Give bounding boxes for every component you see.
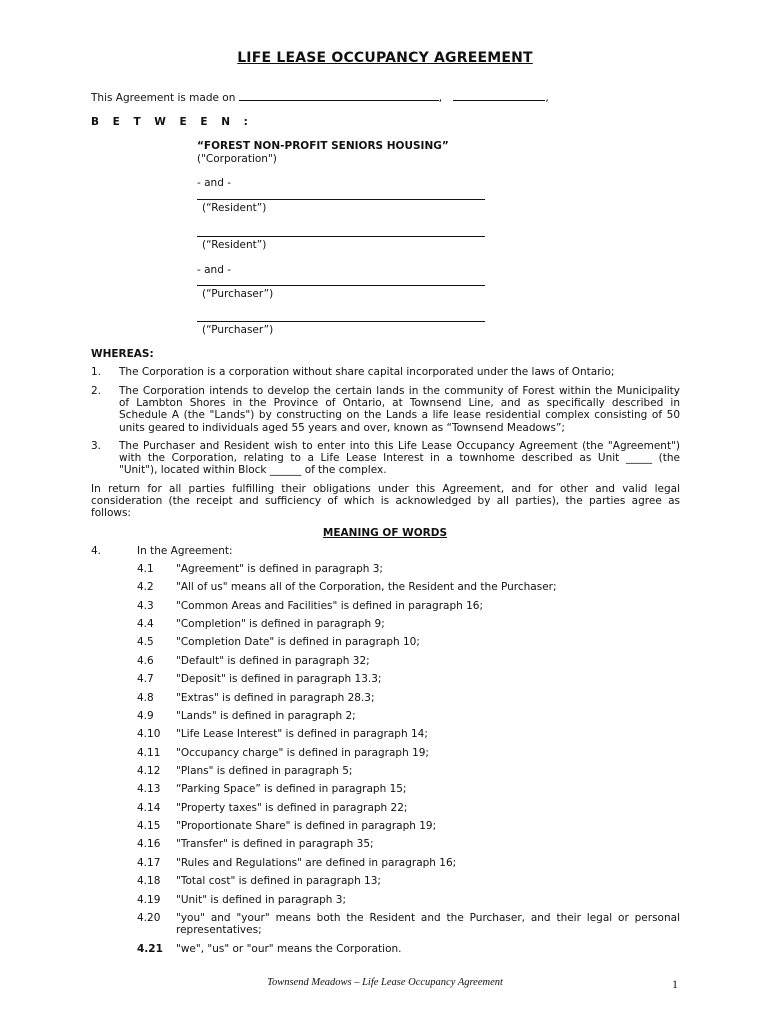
section-label: In the Agreement: [137, 545, 233, 557]
whereas-line: of Lambton Shores in the Province of Ontario, at Townsend Line, and as specifically described in [119, 397, 680, 410]
year-blank [453, 91, 545, 101]
resident-label-1: (“Resident”) [202, 202, 267, 214]
resident-signature-line-1 [197, 199, 485, 200]
definition-number: 4.14 [137, 802, 161, 814]
definition-text: "Common Areas and Facilities" is defined in paragraph 16; [176, 600, 484, 612]
meaning-of-words-heading: MEANING OF WORDS [322, 527, 448, 539]
definition-number: 4.3 [137, 600, 154, 612]
definition-text: "All of us" means all of the Corporation, the Resident and the Purchaser; [176, 581, 557, 593]
intro-text: This Agreement is made on [91, 92, 236, 104]
definition-number: 4.18 [137, 875, 161, 887]
definition-text: "we", "us" or "our" means the Corporation. [176, 943, 402, 955]
paragraph-line: follows: [91, 507, 131, 520]
paragraph-line: In return for all parties fulfilling their obligations under this Agreement, and for other and valid legal [91, 483, 680, 495]
definition-number: 4.16 [137, 838, 161, 850]
date-blank [239, 91, 439, 101]
paragraph-line: consideration (the receipt and sufficiency of which is acknowledged by all parties), the parties agree as [91, 495, 680, 508]
resident-signature-line-2 [197, 236, 485, 237]
intro-line: This Agreement is made on , , [91, 92, 549, 104]
between-label: B E T W E E N : [91, 116, 253, 128]
whereas-number: 2. [91, 385, 102, 397]
definition-text: "Agreement" is defined in paragraph 3; [176, 563, 383, 575]
purchaser-label-1: (“Purchaser”) [202, 288, 274, 300]
definition-text: "Occupancy charge" is defined in paragraph 19; [176, 747, 429, 759]
corporation-name: “FOREST NON-PROFIT SENIORS HOUSING” [197, 140, 449, 152]
definition-text: "Extras" is defined in paragraph 28.3; [176, 692, 375, 704]
purchaser-signature-line-2 [197, 321, 485, 322]
definition-text: "Total cost" is defined in paragraph 13; [176, 875, 381, 887]
definition-number: 4.6 [137, 655, 154, 667]
whereas-heading: WHEREAS: [91, 348, 154, 360]
page-footer: Townsend Meadows – Life Lease Occupancy Agreement [267, 977, 503, 988]
definition-number: 4.4 [137, 618, 154, 630]
and-separator-2: - and - [197, 264, 232, 276]
whereas-item-2 [119, 385, 680, 434]
definition-line: "you" and "your" means both the Resident and the Purchaser, and their legal or personal [176, 912, 680, 924]
purchaser-label-2: (“Purchaser”) [202, 324, 274, 336]
definition-text: “Parking Space” is defined in paragraph 15; [176, 783, 407, 795]
definition-line: representatives; [176, 924, 262, 937]
whereas-number: 3. [91, 440, 102, 452]
definition-text: "Unit" is defined in paragraph 3; [176, 894, 347, 906]
document-title: LIFE LEASE OCCUPANCY AGREEMENT [237, 50, 533, 66]
definition-text [176, 912, 680, 936]
definition-text: "Rules and Regulations" are defined in paragraph 16; [176, 857, 457, 869]
definition-number: 4.13 [137, 783, 161, 795]
section-number: 4. [91, 545, 102, 557]
intro-separator: , [438, 92, 443, 104]
definition-text: "Transfer" is defined in paragraph 35; [176, 838, 374, 850]
purchaser-signature-line-1 [197, 285, 485, 286]
definition-text: "Default" is defined in paragraph 32; [176, 655, 370, 667]
definition-text: "Completion" is defined in paragraph 9; [176, 618, 385, 630]
whereas-line: The Corporation intends to develop the certain lands in the community of Forest within the Municipality [119, 385, 680, 397]
definition-number: 4.11 [137, 747, 161, 759]
definition-number: 4.19 [137, 894, 161, 906]
definition-number: 4.1 [137, 563, 154, 575]
whereas-line: with the Corporation, relating to a Life Lease Interest in a townhome described as Unit _____ (the [119, 452, 680, 465]
definition-number: 4.8 [137, 692, 154, 704]
definition-number: 4.21 [137, 943, 163, 955]
definition-text: "Life Lease Interest" is defined in paragraph 14; [176, 728, 428, 740]
and-separator-1: - and - [197, 177, 232, 189]
whereas-line: units geared to individuals aged 55 years and over, known as “Townsend Meadows”; [119, 421, 565, 434]
definition-text: "Property taxes" is defined in paragraph 22; [176, 802, 408, 814]
whereas-line: Schedule A (the "Lands") by constructing on the Lands a life lease residential complex consisting of 50 [119, 409, 680, 422]
definition-number: 4.2 [137, 581, 154, 593]
whereas-line: The Corporation is a corporation without share capital incorporated under the laws of Ontario; [119, 366, 615, 378]
definition-text: "Completion Date" is defined in paragraph 10; [176, 636, 420, 648]
definition-text: "Lands" is defined in paragraph 2; [176, 710, 356, 722]
corporation-label: ("Corporation") [197, 153, 277, 165]
whereas-line: "Unit"), located within Block ______ of the complex. [119, 464, 387, 477]
definition-number: 4.17 [137, 857, 161, 869]
definition-text: "Deposit" is defined in paragraph 13.3; [176, 673, 382, 685]
whereas-item-3 [119, 440, 680, 477]
definition-text: "Plans" is defined in paragraph 5; [176, 765, 353, 777]
definition-number: 4.12 [137, 765, 161, 777]
definition-number: 4.15 [137, 820, 161, 832]
resident-label-2: (“Resident”) [202, 239, 267, 251]
definition-number: 4.20 [137, 912, 161, 924]
whereas-line: The Purchaser and Resident wish to enter into this Life Lease Occupancy Agreement (the "Agreement") [119, 440, 680, 452]
definition-number: 4.9 [137, 710, 154, 722]
definition-number: 4.5 [137, 636, 154, 648]
whereas-number: 1. [91, 366, 102, 378]
definition-number: 4.7 [137, 673, 154, 685]
page-number: 1 [672, 977, 678, 991]
definition-text: "Proportionate Share" is defined in paragraph 19; [176, 820, 437, 832]
return-paragraph [91, 483, 680, 520]
definition-number: 4.10 [137, 728, 161, 740]
